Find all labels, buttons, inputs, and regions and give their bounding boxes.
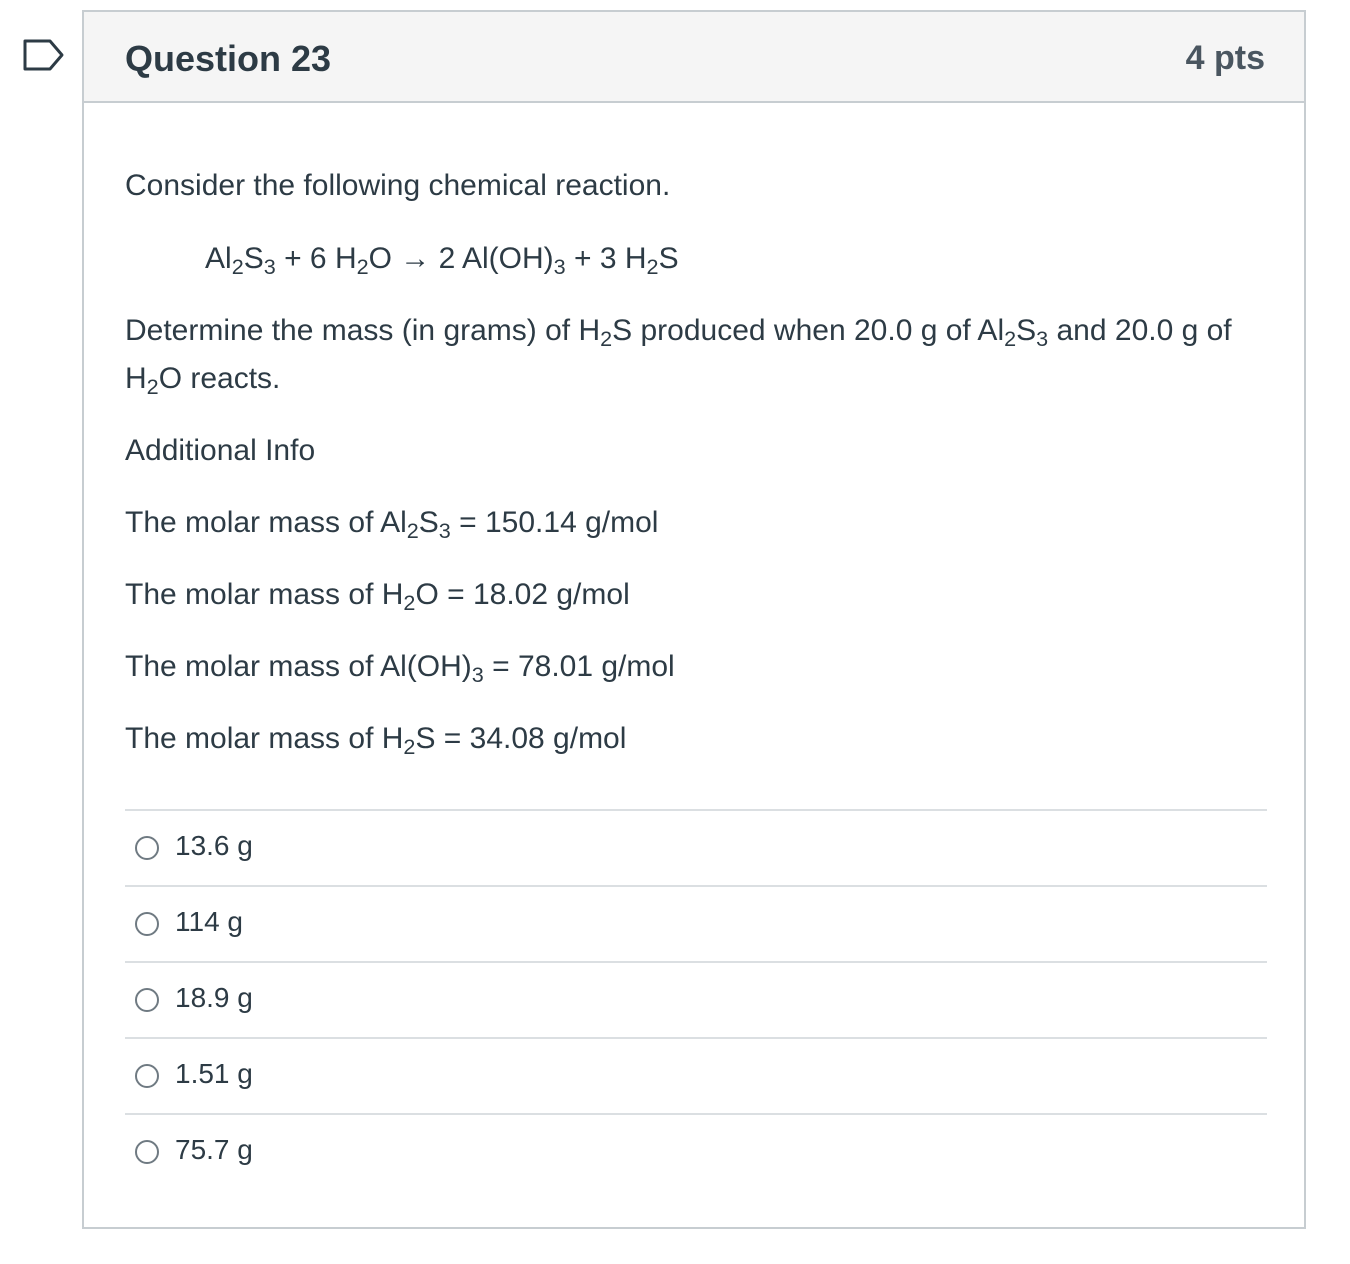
question-header — [84, 12, 1304, 103]
molar-mass-al2s3: The molar mass of $Al_2S_3 = 150.14$ g/mol — [125, 506, 659, 544]
molar-mass-aloh3: The molar mass of $Al(OH)_3 = 78.01$ g/mol — [125, 650, 675, 688]
radio-button-icon[interactable] — [135, 836, 159, 860]
answer-option[interactable] — [125, 885, 1267, 961]
additional-info-heading: Additional Info — [125, 434, 316, 467]
question-card — [82, 10, 1306, 1229]
answer-list — [125, 809, 1267, 1189]
question-points: 4 pts — [1185, 39, 1265, 77]
radio-button-icon[interactable] — [135, 988, 159, 1012]
answer-label: 1.51 g — [175, 1058, 253, 1089]
radio-button-icon[interactable] — [135, 1064, 159, 1088]
molar-mass-h2o: The molar mass of $H_2O = 18.02$ g/mol — [125, 578, 630, 616]
answer-label: 75.7 g — [175, 1134, 253, 1165]
answer-label: 13.6 g — [175, 830, 253, 861]
question-title: Question 23 — [125, 38, 332, 79]
flag-question-icon[interactable] — [22, 38, 66, 72]
question-intro: Consider the following chemical reaction. — [125, 169, 671, 202]
answer-option[interactable] — [125, 1113, 1267, 1189]
answer-label: 18.9 g — [175, 982, 253, 1013]
chemical-equation: $Al_2S_3 + 6$ $H_2O \to 2$ $Al(OH)_3 + 3$ $H_2S$ — [205, 242, 679, 280]
question-prompt: Determine the mass (in grams) of $H_2S$ produced when 20.0 g of $Al_2S_3$ and 20.0 g of $H_2O$ reacts. — [125, 314, 1232, 400]
answer-label: 114 g — [175, 906, 243, 937]
radio-button-icon[interactable] — [135, 912, 159, 936]
molar-mass-h2s: The molar mass of $H_2S = 34.08$ g/mol — [125, 722, 627, 760]
answer-option[interactable] — [125, 809, 1267, 885]
radio-button-icon[interactable] — [135, 1140, 159, 1164]
answer-option[interactable] — [125, 961, 1267, 1037]
answer-option[interactable] — [125, 1037, 1267, 1113]
